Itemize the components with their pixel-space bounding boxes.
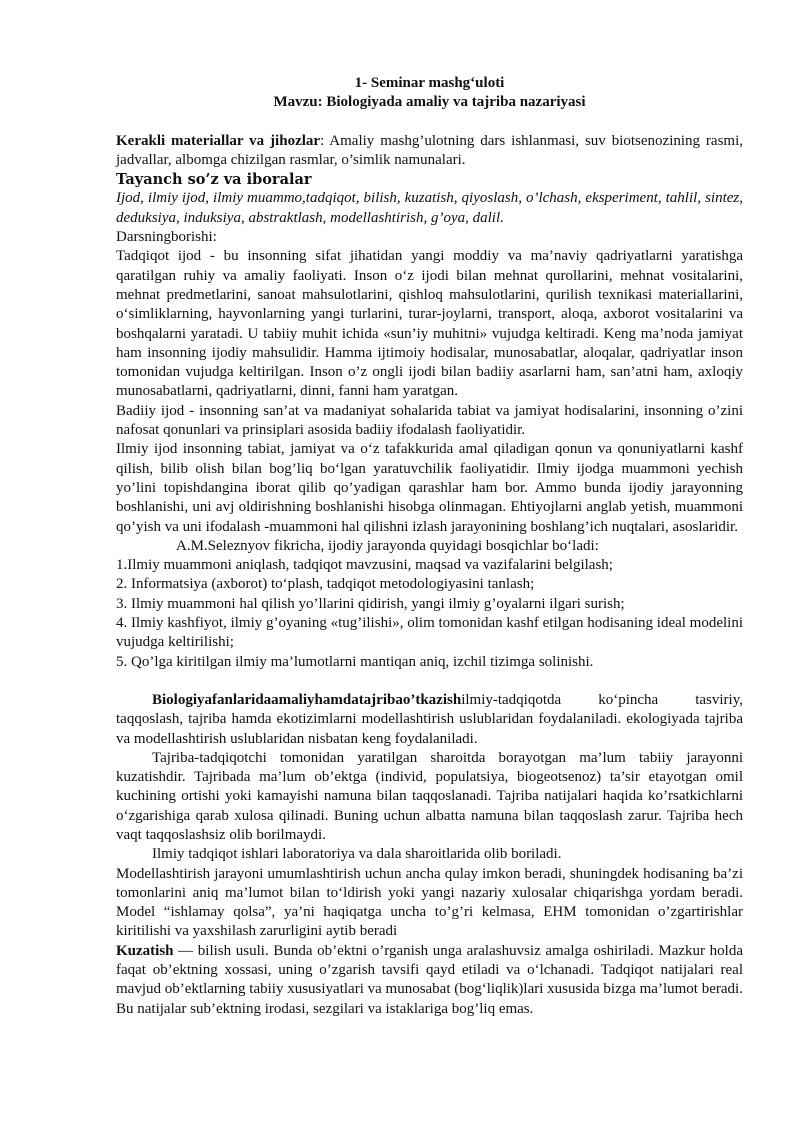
paragraph-experiment-lead <box>116 691 743 749</box>
materials-label: Kerakli materiallar va jihozlar <box>116 132 321 149</box>
materials-paragraph <box>116 132 743 171</box>
stage-item: 5. Qo’lga kiritilgan ilmiy ma’lumotlarni mantiqan aniq, izchil tizimga solinishi. <box>116 653 594 670</box>
paragraph-artistic: Badiiy ijod - insonning san’at va madaniyat sohalarida tabiat va jamiyat hodisalarini, insonning o’zini nafosat qonunlari va prinsiplari asosida badiiy ifodalash faoliyatidir. <box>116 402 743 439</box>
stage-item: 4. Ilmiy kashfiyot, ilmiy g’oyaning «tug’ilishi», olim tomonidan kashf etilgan hodisaning ideal modelini vujudga keltirilishi; <box>116 615 744 651</box>
keywords-text: Ijod, ilmiy ijod, ilmiy muammo,tadqiqot, bilish, kuzatish, qiyoslash, o’lchash, eksperiment, tahlil, sintez, deduksiya, induksiya, abstraktlash, modellashtirish, g’oya, dalil. <box>116 190 743 226</box>
experiment-lead-text: ilmiy-tadqiqotda ko‘pincha tasviriy, taqqoslash, tajriba hamda ekotizimlarni modellashtirish uslublaridan foydalaniladi. ekologiyada tajriba va modellashtirish uslublaridan nisbatan keng foydalaniladi. <box>116 691 743 747</box>
paragraph-experiment: Tajriba-tadqiqotchi tomonidan yaratilgan sharoitda borayotgan ma’lum tabiiy jarayonni kuzatishdir. Tajribada ma’lum ob’ektga (individ, populatsiya, biogeotsenoz) ta’sir etayotgan omil kuchining ortishi yoki kamayishi namuna bilan taqqoslanadi. Tajriba natijalari haqida ko’rsatkichlarni o‘zgarishiga qarab xulosa qilinadi. Buning uchun albatta namuna bilan taqqoslash zarur. Tajriba hech vaqt taqqoslashsiz olib borilmaydi. <box>116 749 743 843</box>
paragraph-stages-intro: A.M.Seleznyov fikricha, ijodiy jarayonda quyidagi bosqichlar bo‘ladi: <box>176 537 599 554</box>
lesson-label: Darsningborishi: <box>116 229 217 246</box>
paragraph-lab: Ilmiy tadqiqot ishlari laboratoriya va dala sharoitlarida olib boriladi. <box>152 846 562 863</box>
spacer <box>116 113 743 132</box>
materials-text: : Amaliy mashg’ulotning dars ishlanmasi, suv biotsenozining rasmi, jadvallar, albomga chizilgan rasmlar, o’simlik namunalari. <box>116 132 744 168</box>
stage-item: 1.Ilmiy muammoni aniqlash, tadqiqot mavzusini, maqsad va vazifalarini belgilash; <box>116 557 613 574</box>
stage-item: 3. Ilmiy muammoni hal qilish yo’llarini qidirish, yangi ilmiy g’oyalarni ilgari surish; <box>116 595 625 612</box>
topic-title: Mavzu: Biologiyada amaliy va tajriba nazariyasi <box>273 94 586 111</box>
observation-text: — bilish usuli. Bunda ob’ektni o’rganish unga aralashuvsiz amalga oshiriladi. Mazkur holda faqat ob’ektning xossasi, uning o’zgarish tavsifi qayd etiladi va o‘lchanadi. Tadqiqot natijalari real mavjud ob’ektlarning tabiiy xususiyatlari va munosabat (bog‘liqlik)lari xususida bizga ma’lumot beradi. <box>116 942 743 998</box>
paragraph-observation <box>116 942 743 1000</box>
keywords-heading: Tayanch so’z va iboralar <box>116 171 312 189</box>
paragraph-scientific: Ilmiy ijod insonning tabiat, jamiyat va o‘z tafakkurida amal qiladigan qonun va qonuniyatlarni kashf qilish, bilib olish bilan bog’liq bo‘lgan yaratuvchilik faoliyatidir. Ilmiy ijodga muammoni yechish yo’lini topishdangina iborat qilib qo’yadigan qarashlar ham bor. Ammo bunda ijodiy jarayonning boshlanishi, uni avj oldirishning boshlanishi hisobga olinmagan. Ehtiyojlarni anglab yetish, muammoni qo’yish va uni ifodalash -muammoni hal qilishni izlash jarayonining boshlang’ich nuqtalari, asoslaridir. <box>116 441 743 535</box>
paragraph-modelling: Modellashtirish jarayoni umumlashtirish uchun ancha qulay imkon beradi, shuningdek hodisaning ba’zi tomonlarini aniq ma’lumot bilan to‘ldirish yoki yangi nazariy xulosalar chiqarishga yordam beradi. Model “ishlamay qolsa”, ya’ni haqiqatga uncha to’g’ri kelmasa, EHM tomonidan o’zgartirishlar kiritilishi va yaxshilash zarurligini aytib beradi <box>116 865 743 940</box>
paragraph-final: Bu natijalar sub’ektning irodasi, sezgilari va istaklariga bog’liq emas. <box>116 1000 534 1017</box>
stage-item: 2. Informatsiya (axborot) to‘plash, tadqiqot metodologiyasini tanlash; <box>116 576 535 593</box>
observation-bold: Kuzatish <box>116 942 174 959</box>
experiment-lead-bold: Biologiyafanlaridaamaliyhamdatajribao’tkazish <box>152 691 462 708</box>
seminar-title: 1- Seminar mashg‘uloti <box>354 75 505 91</box>
paragraph-creativity: Tadqiqot ijod - bu insonning sifat jihatidan yangi moddiy va ma’naviy qadriyatlarni yaratishga qaratilgan ruhiy va amaliy faoliyati. Inson o‘z ijodi bilan mehnat qurollarini, mehnat vositalarini, mehnat predmetlarini, sanoat mahsulotlarini, qishloq mahsulotlarini, qurilish texnikasi materiallarini, o‘simliklarning, hayvonlarning yangi turlarini, turar-joylarni, transport, aloqa, axborot vositalarini va boshqalarni yaratadi. U tabiiy muhit ichida «sun’iy muhitni» vujudga keltiradi. Keng ma’noda jamiyat ham insonning ijodiy mahsulidir. Hamma ijtimoiy hodisalar, munosabatlar, aloqalar, qadriyatlar inson tomonidan vujudga keltirilgan. Inson o’z ongli ijodi bilan badiiy asarlarni ham, san’atni ham, axloqiy munosabatlarni, qadriyatlarni, dinni, fanni ham yaratgan. <box>116 248 743 400</box>
spacer <box>116 672 743 691</box>
